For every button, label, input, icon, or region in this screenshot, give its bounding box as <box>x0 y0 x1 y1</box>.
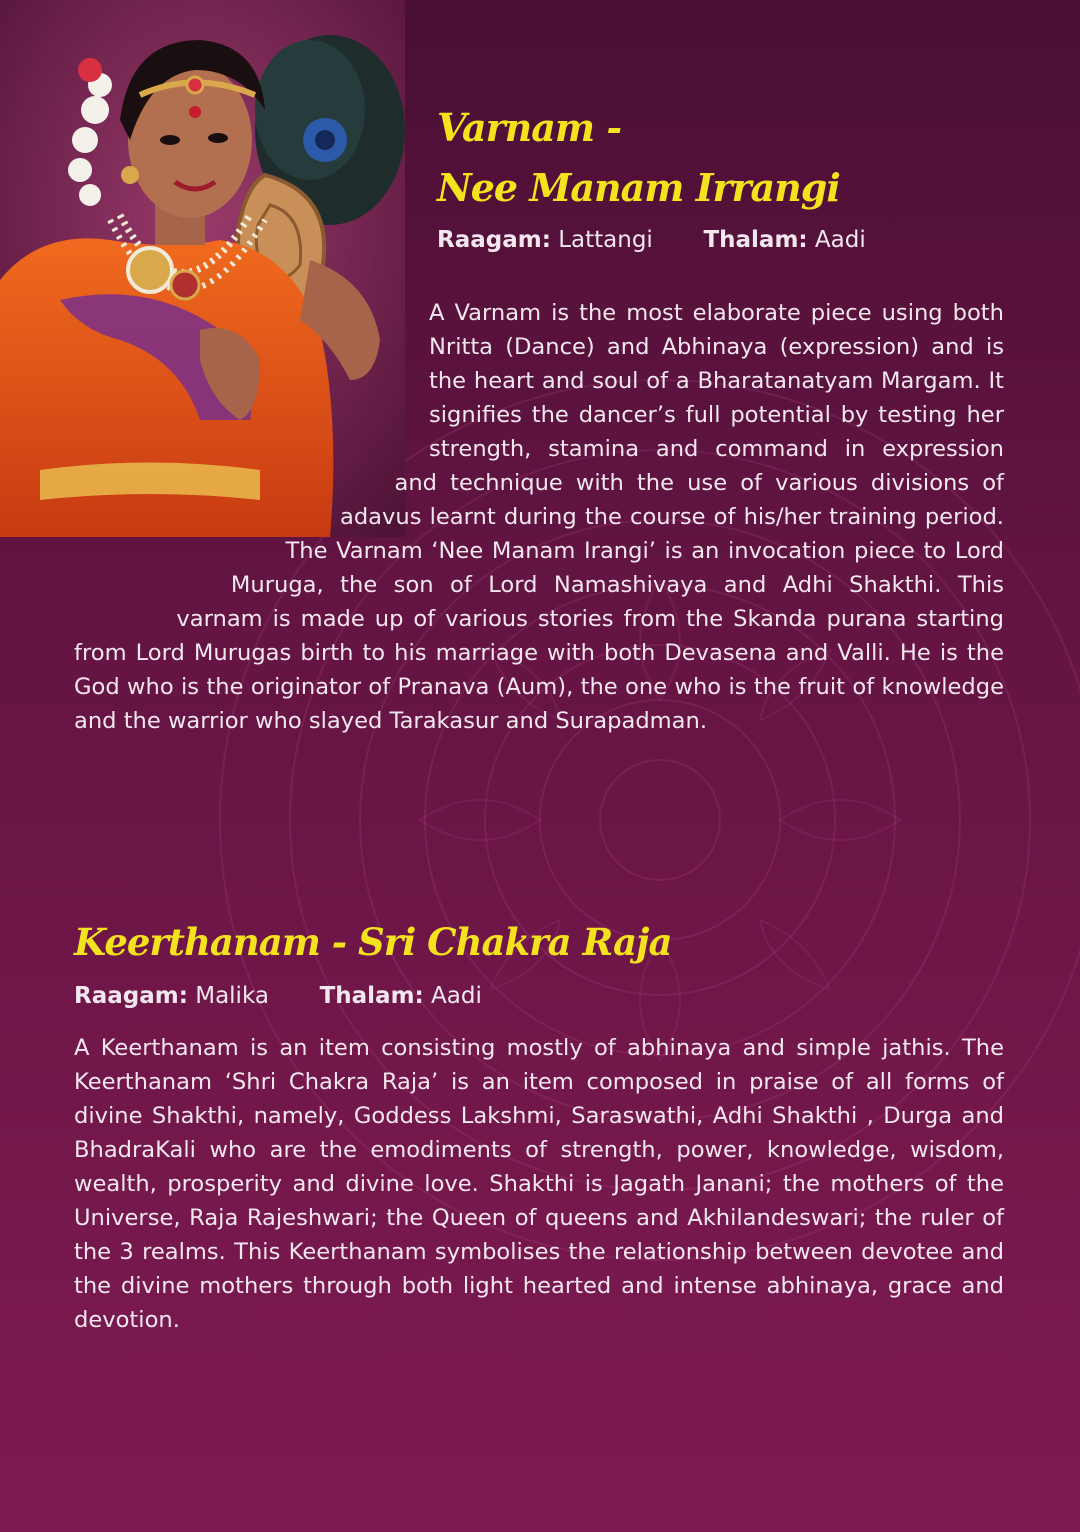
varnam-description: A Varnam is the most elaborate piece using both Nritta (Dance) and Abhinaya (expression) and is the heart and soul of a Bharatanatyam Margam. It signifies the dancer’s full potential by testing her strength, stamina and command in expression and technique with the use of various divisions of adavus learnt during the course of his/her training period. The Varnam ‘Nee Manam Irangi’ is an invocation piece to Lord Muruga, the son of Lord Namashivaya and Adhi Shakthi. This varnam is made up of various stories from the Skanda purana starting from Lord Murugas birth to his marriage with both Devasena and Valli. He is the God who is the originator of Pranava (Aum), the one who is the fruit of knowledge and the warrior who slayed Tarakasur and Surapadman. <box>74 300 1004 734</box>
keerthanam-description: A Keerthanam is an item consisting mostly of abhinaya and simple jathis. The Keerthanam ‘Shri Chakra Raja’ is an item composed in praise of all forms of divine Shakthi, namely, Goddess Lakshmi, Saraswathi, Adhi Shakthi , Durga and BhadraKali who are the emodiments of strength, power, knowledge, wisdom, wealth, prosperity and divine love. Shakthi is Jagath Janani; the mothers of the Universe, Raja Rajeshwari; the Queen of queens and Akhilandeswari; the ruler of the 3 realms. This Keerthanam symbolises the relationship between devotee and the divine mothers through both light hearted and intense abhinaya, grace and devotion. <box>74 1035 1004 1333</box>
thalam-value: Aadi <box>814 227 866 253</box>
keerthanam-title: Keerthanam - Sri Chakra Raja <box>74 920 672 964</box>
varnam-description-block <box>74 296 1004 738</box>
raagam-value: Lattangi <box>558 227 653 253</box>
raagam-value: Malika <box>195 983 269 1009</box>
raagam-label: Raagam: <box>437 227 551 253</box>
varnam-title-line2: Nee Manam Irrangi <box>437 165 840 210</box>
varnam-meta <box>437 227 866 253</box>
thalam-label: Thalam: <box>319 983 424 1009</box>
keerthanam-meta <box>74 983 482 1009</box>
thalam-label: Thalam: <box>703 227 808 253</box>
varnam-title-line1: Varnam - <box>437 105 622 150</box>
thalam-value: Aadi <box>431 983 482 1009</box>
raagam-label: Raagam: <box>74 983 188 1009</box>
